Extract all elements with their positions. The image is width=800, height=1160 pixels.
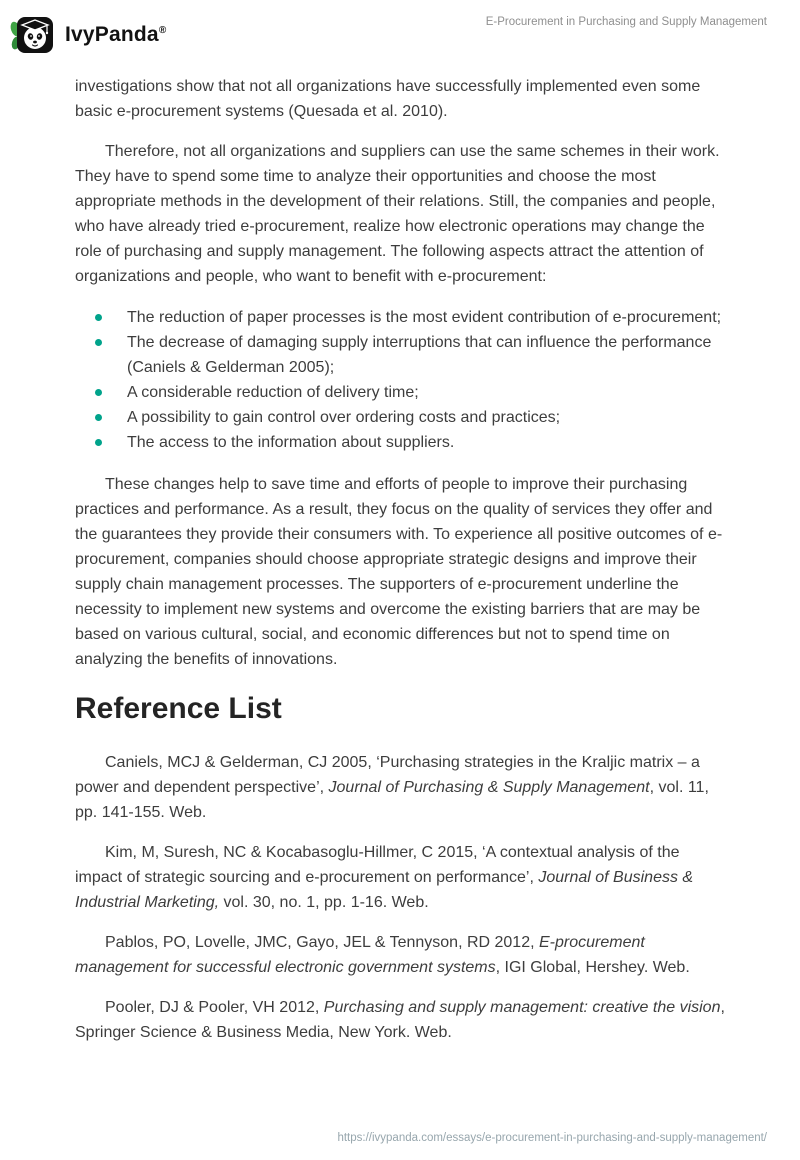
closing-paragraphs — [75, 472, 725, 672]
bullet-dot-icon — [95, 439, 102, 446]
reference-entry — [75, 995, 725, 1045]
bullet-item — [75, 380, 725, 405]
source-url-link[interactable]: https://ivypanda.com/essays/e-procurement-in-purchasing-and-supply-management/ — [337, 1132, 767, 1144]
bullet-text: A considerable reduction of delivery time; — [127, 384, 419, 401]
reference-text: Pablos, PO, Lovelle, JMC, Gayo, JEL & Tennyson, RD 2012, — [105, 934, 539, 951]
bullet-text: The decrease of damaging supply interruptions that can influence the performance (Caniels & Gelderman 2005); — [127, 334, 712, 376]
page-header — [0, 0, 800, 62]
reference-title-italic: Purchasing and supply management: creative the vision — [323, 999, 721, 1016]
bullet-dot-icon — [95, 339, 102, 346]
lead-paragraphs — [75, 74, 725, 289]
reference-text: Pooler, DJ & Pooler, VH 2012, — [105, 999, 324, 1016]
bullet-text: The access to the information about suppliers. — [127, 434, 455, 451]
bullet-item — [75, 305, 725, 330]
bullet-list — [75, 305, 725, 455]
reference-entry — [75, 750, 725, 825]
bullet-item — [75, 330, 725, 380]
brand-link[interactable] — [10, 16, 166, 54]
bullet-text: The reduction of paper processes is the most evident contribution of e-procurement; — [127, 309, 722, 326]
bullet-dot-icon — [95, 389, 102, 396]
reference-text: Kim, M, Suresh, NC & Kocabasoglu-Hillmer, C 2015, ‘A contextual analysis of the impact of strategic sourcing and e-procurement on performance’, — [75, 844, 680, 886]
reference-text: , Springer Science & Business Media, New York. Web. — [75, 999, 725, 1041]
paragraph: investigations show that not all organizations have successfully implemented even some basic e-procurement systems (Quesada et al. 2010). — [75, 78, 701, 120]
document-title: E-Procurement in Purchasing and Supply Management — [485, 16, 767, 28]
reference-title-italic: Journal of Purchasing & Supply Management — [328, 779, 650, 796]
paragraph: These changes help to save time and efforts of people to improve their purchasing practices and performance. As a result, they focus on the quality of services they offer and the guarantees they provide their consumers with. To experience all positive outcomes of e-procurement, companies should choose appropriate strategic designs and improve their supply chain management processes. The supporters of e-procurement underline the necessity to implement new systems and overcome the existing barriers that are may be based on various cultural, social, and economic differences but not to spend time on analyzing the benefits of innovations. — [75, 476, 723, 668]
bullet-item — [75, 405, 725, 430]
registered-trademark: ® — [158, 25, 167, 36]
page-footer — [337, 1132, 767, 1144]
reference-title-italic: E-procurement management for successful electronic government systems — [75, 934, 645, 976]
reference-entry — [75, 840, 725, 915]
ivypanda-logo-icon — [10, 16, 56, 54]
essay-content — [0, 62, 800, 1045]
reference-entry — [75, 930, 725, 980]
reference-text: Caniels, MCJ & Gelderman, CJ 2005, ‘Purchasing strategies in the Kraljic matrix – a power and dependent perspective’, — [75, 754, 700, 796]
bullet-item — [75, 430, 725, 455]
brand-name: IvyPanda® — [65, 23, 167, 46]
reference-text: , vol. 11, pp. 141-155. Web. — [75, 779, 709, 821]
reference-list — [75, 750, 725, 1045]
reference-text: , IGI Global, Hershey. Web. — [495, 959, 690, 976]
paragraph: Therefore, not all organizations and suppliers can use the same schemes in their work. They have to spend some time to analyze their opportunities and choose the most appropriate methods in the development of their relations. Still, the companies and people, who have already tried e-procurement, realize how electronic operations may change the role of purchasing and supply management. The following aspects attract the attention of organizations and people, who want to benefit with e-procurement: — [75, 143, 720, 285]
reference-text: vol. 30, no. 1, pp. 1-16. Web. — [219, 894, 429, 911]
bullet-dot-icon — [95, 414, 102, 421]
reference-title-italic: Journal of Business & Industrial Marketing, — [75, 869, 694, 911]
bullet-dot-icon — [95, 314, 102, 321]
reference-list-heading: Reference List — [75, 692, 282, 725]
bullet-text: A possibility to gain control over ordering costs and practices; — [127, 409, 561, 426]
